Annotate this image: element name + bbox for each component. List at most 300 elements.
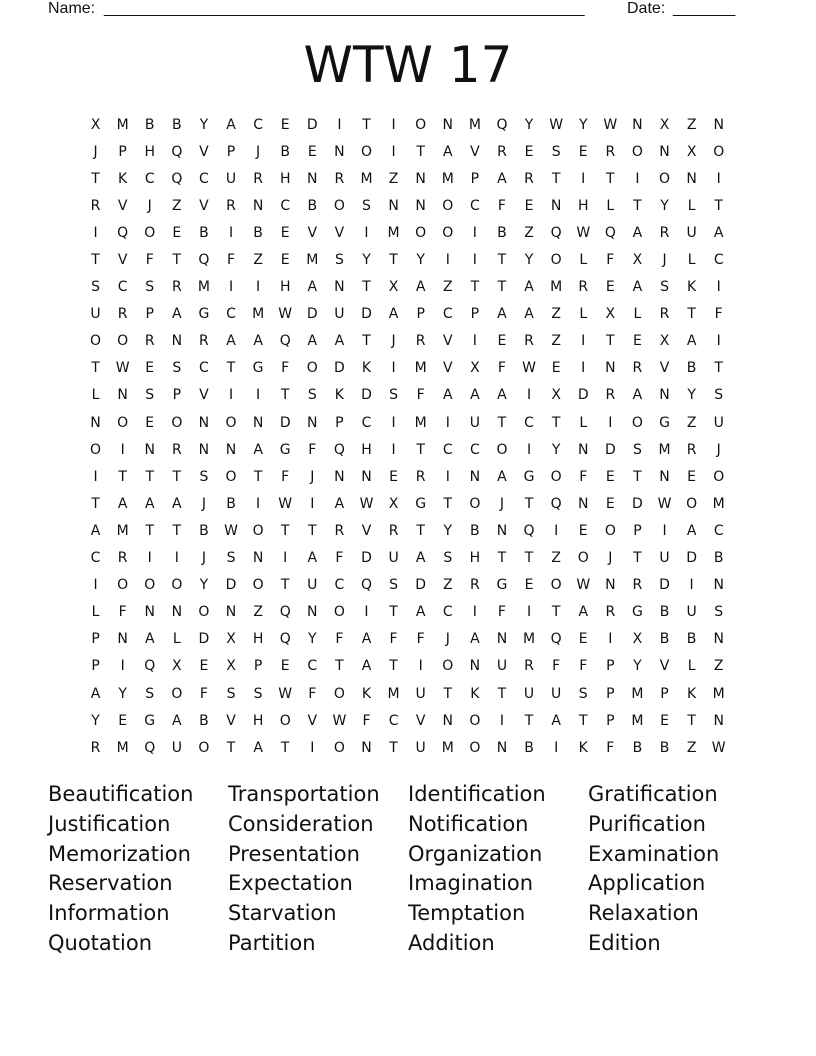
grid-cell: W — [549, 116, 564, 133]
grid-cell: T — [633, 550, 642, 567]
grid-cell: E — [497, 333, 507, 350]
grid-cell: K — [361, 685, 372, 702]
grid-cell: N — [252, 550, 264, 567]
grid-cell: F — [416, 631, 425, 648]
grid-cell: B — [686, 631, 697, 648]
grid-cell: G — [631, 604, 643, 621]
grid-cell: D — [198, 631, 210, 648]
grid-cell: D — [577, 387, 589, 404]
grid-cell: R — [659, 306, 670, 323]
grid-cell: L — [633, 306, 642, 323]
grid-cell: W — [278, 495, 293, 512]
grid-cell: M — [468, 116, 481, 133]
grid-cell: E — [280, 658, 290, 675]
grid-cell: U — [90, 306, 101, 323]
grid-cell: J — [310, 468, 315, 485]
grid-cell: Q — [550, 631, 562, 648]
grid-cell: N — [388, 197, 399, 214]
grid-cell: N — [334, 279, 345, 296]
grid-cell: E — [578, 143, 588, 160]
page-title: WTW 17 — [303, 36, 513, 94]
grid-cell: H — [279, 170, 291, 187]
grid-cell: G — [659, 414, 670, 431]
grid-cell: U — [523, 685, 535, 702]
grid-cell: V — [442, 333, 453, 350]
grid-cell: O — [550, 468, 562, 485]
grid-cell: R — [415, 468, 426, 485]
grid-cell: S — [226, 685, 236, 702]
grid-cell: V — [442, 360, 453, 377]
grid-cell: R — [199, 333, 209, 350]
grid-cell: N — [577, 495, 589, 512]
grid-cell: I — [391, 360, 396, 377]
word-bank-item: Beautification — [48, 782, 194, 806]
grid-cell: I — [581, 333, 586, 350]
grid-cell: V — [470, 143, 480, 160]
grid-cell: L — [687, 252, 696, 269]
grid-cell: E — [172, 224, 182, 241]
grid-cell: I — [472, 252, 477, 269]
grid-cell: Y — [633, 658, 642, 675]
grid-cell: T — [443, 495, 453, 512]
grid-cell: A — [388, 306, 399, 323]
grid-cell: B — [172, 116, 182, 133]
grid-cell: K — [470, 685, 480, 702]
grid-cell: O — [333, 685, 345, 702]
word-bank-item: Memorization — [48, 841, 191, 866]
grid-cell: I — [689, 577, 694, 594]
grid-cell: V — [117, 197, 128, 214]
grid-cell: Y — [118, 685, 127, 702]
grid-cell: R — [524, 658, 534, 675]
grid-cell: T — [551, 414, 561, 431]
grid-cell: R — [171, 279, 182, 296]
grid-cell: G — [496, 577, 508, 594]
grid-cell: O — [333, 604, 345, 621]
grid-cell: Y — [199, 116, 209, 133]
grid-cell: I — [120, 658, 125, 675]
grid-cell: W — [115, 360, 130, 377]
grid-cell: N — [334, 468, 345, 485]
grid-cell: T — [226, 739, 236, 756]
grid-cell: B — [659, 604, 670, 621]
grid-cell: D — [659, 577, 670, 594]
grid-cell: S — [334, 252, 344, 269]
grid-cell: P — [253, 658, 263, 675]
grid-cell: X — [90, 116, 101, 133]
grid-cell: O — [686, 495, 698, 512]
grid-cell: T — [362, 333, 371, 350]
grid-cell: C — [442, 604, 453, 621]
grid-cell: V — [199, 197, 209, 214]
grid-cell: O — [144, 224, 156, 241]
grid-cell: O — [442, 658, 454, 675]
grid-cell: T — [416, 522, 425, 539]
grid-cell: T — [389, 658, 398, 675]
grid-cell: P — [633, 522, 642, 539]
grid-cell: E — [118, 712, 128, 729]
grid-cell: O — [225, 414, 237, 431]
grid-cell: T — [226, 360, 236, 377]
grid-cell: T — [389, 252, 398, 269]
grid-cell: Q — [360, 577, 372, 594]
grid-cell: K — [118, 170, 128, 187]
grid-cell: R — [171, 441, 182, 458]
grid-cell: O — [198, 604, 210, 621]
grid-cell: U — [225, 170, 237, 187]
grid-cell: B — [253, 224, 263, 241]
grid-cell: T — [280, 387, 290, 404]
grid-cell: T — [497, 252, 507, 269]
grid-cell: F — [335, 550, 344, 567]
grid-cell: O — [550, 252, 562, 269]
grid-cell: M — [360, 170, 373, 187]
grid-cell: R — [578, 279, 589, 296]
grid-cell: A — [442, 387, 453, 404]
grid-cell: V — [199, 143, 209, 160]
grid-cell: N — [171, 333, 183, 350]
grid-cell: C — [469, 197, 480, 214]
grid-cell: O — [117, 333, 129, 350]
grid-cell: F — [552, 658, 561, 675]
grid-cell: R — [605, 143, 616, 160]
grid-cell: J — [201, 550, 206, 567]
grid-cell: E — [605, 495, 615, 512]
grid-cell: P — [145, 306, 154, 323]
grid-cell: R — [469, 577, 480, 594]
grid-cell: O — [631, 143, 643, 160]
grid-cell: N — [577, 441, 589, 458]
grid-cell: C — [713, 522, 724, 539]
grid-cell: B — [713, 550, 724, 567]
grid-cell: U — [469, 414, 480, 431]
grid-cell: I — [716, 170, 721, 187]
grid-cell: E — [578, 631, 588, 648]
grid-cell: P — [91, 658, 100, 675]
grid-cell: D — [604, 441, 616, 458]
grid-cell: X — [659, 333, 670, 350]
grid-cell: D — [279, 414, 291, 431]
grid-cell: S — [551, 143, 561, 160]
grid-cell: R — [605, 387, 616, 404]
grid-cell: Y — [416, 252, 425, 269]
grid-cell: T — [362, 279, 371, 296]
grid-cell: T — [172, 522, 182, 539]
grid-cell: R — [605, 604, 616, 621]
grid-cell: O — [713, 468, 725, 485]
word-bank-item: Temptation — [408, 901, 526, 926]
grid-cell: N — [496, 522, 508, 539]
grid-cell: A — [551, 712, 561, 729]
grid-cell: T — [389, 739, 398, 756]
grid-cell: D — [225, 577, 237, 594]
grid-cell: N — [144, 441, 155, 458]
grid-cell: I — [391, 143, 396, 160]
grid-cell: E — [524, 577, 534, 594]
grid-cell: W — [711, 739, 726, 756]
grid-cell: M — [116, 522, 129, 539]
grid-cell: A — [524, 279, 534, 296]
grid-cell: A — [632, 279, 643, 296]
grid-cell: V — [307, 712, 318, 729]
grid-cell: I — [526, 441, 532, 458]
grid-cell: H — [252, 712, 264, 729]
grid-cell: Z — [686, 116, 697, 133]
grid-cell: I — [716, 279, 721, 296]
grid-cell: J — [716, 441, 721, 458]
word-bank — [48, 780, 768, 959]
grid-cell: A — [524, 306, 534, 323]
grid-cell: N — [442, 712, 453, 729]
grid-cell: U — [307, 577, 318, 594]
grid-cell: A — [253, 333, 263, 350]
grid-cell: N — [225, 441, 237, 458]
grid-cell: B — [226, 495, 236, 512]
word-bank-item: Partition — [228, 930, 316, 955]
name-field[interactable]: ______________________________________________________ — [104, 0, 585, 17]
grid-cell: X — [388, 495, 399, 512]
grid-cell: M — [387, 224, 400, 241]
grid-cell: U — [686, 224, 697, 241]
grid-cell: Q — [279, 333, 291, 350]
grid-cell: I — [228, 224, 234, 241]
grid-cell: N — [686, 170, 697, 187]
grid-cell: M — [387, 685, 400, 702]
grid-cell: T — [714, 360, 723, 377]
grid-cell: L — [91, 387, 100, 404]
grid-cell: X — [659, 116, 670, 133]
grid-cell: S — [145, 387, 155, 404]
grid-cell: C — [199, 170, 209, 187]
grid-cell: T — [524, 495, 534, 512]
grid-cell: Z — [551, 333, 561, 350]
grid-cell: J — [445, 631, 450, 648]
grid-cell: M — [116, 116, 129, 133]
grid-cell: G — [198, 306, 210, 323]
grid-cell: N — [713, 712, 724, 729]
grid-cell: B — [686, 360, 697, 377]
grid-cell: X — [551, 387, 561, 404]
grid-cell: U — [334, 306, 345, 323]
grid-cell: N — [415, 197, 426, 214]
grid-cell: A — [497, 387, 507, 404]
grid-cell: T — [443, 685, 453, 702]
grid-cell: Y — [524, 116, 534, 133]
grid-cell: C — [388, 712, 399, 729]
grid-cell: B — [280, 143, 290, 160]
grid-cell: I — [310, 495, 315, 512]
grid-cell: L — [172, 631, 181, 648]
grid-cell: R — [632, 577, 643, 594]
grid-cell: E — [307, 143, 317, 160]
grid-cell: I — [391, 441, 396, 458]
grid-cell: N — [659, 143, 670, 160]
grid-cell: A — [415, 550, 426, 567]
grid-cell: R — [524, 170, 534, 187]
grid-cell: A — [90, 522, 101, 539]
grid-cell: S — [389, 387, 399, 404]
grid-cell: N — [198, 414, 210, 431]
grid-cell: F — [606, 739, 615, 756]
grid-cell: A — [117, 495, 128, 512]
grid-cell: N — [659, 387, 670, 404]
grid-cell: J — [147, 197, 152, 214]
grid-cell: T — [606, 170, 615, 187]
grid-cell: P — [226, 143, 236, 160]
grid-cell: E — [605, 468, 615, 485]
grid-cell: L — [606, 197, 615, 214]
word-bank-item: Starvation — [228, 901, 337, 926]
grid-cell: C — [117, 279, 128, 296]
grid-cell: I — [608, 414, 613, 431]
grid-cell: O — [306, 360, 318, 377]
grid-cell: F — [579, 468, 588, 485]
grid-cell: I — [554, 739, 559, 756]
grid-cell: V — [659, 658, 670, 675]
grid-cell: O — [252, 522, 264, 539]
grid-cell: T — [145, 522, 155, 539]
grid-cell: N — [550, 197, 562, 214]
grid-cell: O — [604, 522, 616, 539]
grid-cell: O — [415, 224, 427, 241]
grid-cell: R — [90, 197, 101, 214]
grid-cell: W — [576, 224, 591, 241]
grid-cell: I — [120, 441, 125, 458]
grid-cell: B — [470, 522, 480, 539]
grid-cell: U — [713, 414, 724, 431]
grid-cell: I — [418, 658, 423, 675]
grid-cell: M — [441, 170, 454, 187]
grid-cell: R — [117, 306, 128, 323]
grid-cell: A — [415, 279, 426, 296]
grid-cell: E — [524, 197, 534, 214]
grid-cell: I — [337, 116, 342, 133]
grid-cell: I — [228, 387, 234, 404]
grid-cell: K — [687, 685, 697, 702]
grid-cell: F — [497, 197, 506, 214]
grid-cell: Q — [144, 658, 156, 675]
grid-cell: E — [199, 658, 209, 675]
grid-cell: C — [334, 577, 345, 594]
grid-cell: S — [172, 360, 182, 377]
grid-cell: N — [659, 468, 670, 485]
grid-cell: G — [415, 495, 427, 512]
grid-cell: P — [606, 685, 615, 702]
grid-cell: Z — [442, 279, 453, 296]
grid-cell: X — [470, 360, 480, 377]
grid-cell: I — [93, 224, 98, 241]
word-bank-item: Expectation — [228, 871, 353, 896]
grid-cell: D — [415, 577, 427, 594]
word-bank-item: Organization — [408, 841, 543, 866]
grid-cell: D — [361, 306, 372, 323]
grid-cell: J — [201, 495, 206, 512]
grid-cell: D — [306, 116, 318, 133]
grid-cell: O — [198, 739, 210, 756]
grid-cell: C — [524, 414, 534, 431]
grid-cell: T — [470, 279, 480, 296]
grid-cell: O — [577, 550, 589, 567]
grid-cell: T — [308, 522, 317, 539]
grid-cell: K — [687, 279, 697, 296]
grid-cell: C — [469, 441, 480, 458]
grid-cell: W — [332, 712, 347, 729]
grid-cell: A — [470, 387, 480, 404]
grid-cell: T — [633, 468, 642, 485]
grid-cell: I — [93, 468, 98, 485]
grid-cell: Q — [117, 224, 129, 241]
grid-cell: F — [497, 604, 506, 621]
grid-cell: O — [117, 577, 129, 594]
grid-cell: S — [389, 577, 399, 594]
grid-cell: B — [199, 224, 209, 241]
grid-cell: N — [713, 577, 724, 594]
grid-cell: T — [551, 170, 561, 187]
grid-cell: V — [117, 252, 128, 269]
grid-cell: Z — [551, 306, 561, 323]
grid-cell: N — [415, 170, 426, 187]
date-field[interactable]: _______ — [673, 0, 736, 17]
grid-cell: N — [252, 197, 264, 214]
grid-cell: Y — [443, 522, 453, 539]
grid-cell: Z — [524, 224, 534, 241]
grid-cell: F — [118, 604, 127, 621]
grid-cell: N — [90, 414, 101, 431]
grid-cell: A — [172, 712, 182, 729]
grid-cell: O — [631, 414, 643, 431]
grid-cell: X — [388, 279, 399, 296]
grid-cell: Z — [713, 658, 724, 675]
grid-cell: A — [686, 333, 697, 350]
grid-cell: R — [632, 360, 643, 377]
grid-cell: D — [686, 550, 697, 567]
grid-cell: R — [388, 522, 399, 539]
grid-cell: T — [91, 170, 100, 187]
grid-cell: F — [281, 360, 290, 377]
grid-cell: T — [91, 495, 100, 512]
grid-cell: F — [389, 631, 398, 648]
grid-cell: M — [252, 306, 265, 323]
grid-cell: O — [171, 685, 183, 702]
header-line — [48, 0, 748, 20]
grid-cell: S — [91, 279, 100, 296]
grid-cell: O — [469, 712, 481, 729]
grid-cell: A — [307, 279, 318, 296]
grid-cell: U — [496, 658, 508, 675]
grid-cell: A — [307, 333, 318, 350]
grid-cell: P — [470, 306, 480, 323]
grid-cell: I — [364, 224, 369, 241]
grid-cell: U — [388, 550, 399, 567]
grid-cell: Z — [253, 604, 263, 621]
grid-cell: H — [144, 143, 155, 160]
word-bank-item: Presentation — [228, 841, 360, 866]
grid-cell: V — [361, 522, 372, 539]
grid-cell: A — [442, 143, 453, 160]
grid-cell: E — [687, 468, 697, 485]
grid-cell: O — [225, 468, 237, 485]
grid-cell: V — [307, 224, 318, 241]
grid-cell: X — [632, 631, 643, 648]
grid-cell: I — [445, 414, 450, 431]
grid-cell: Q — [171, 170, 183, 187]
grid-cell: I — [472, 333, 477, 350]
grid-cell: L — [579, 414, 588, 431]
grid-cell: Q — [550, 224, 562, 241]
grid-cell: B — [632, 739, 643, 756]
grid-cell: W — [576, 577, 591, 594]
word-bank-item: Purification — [588, 811, 706, 836]
